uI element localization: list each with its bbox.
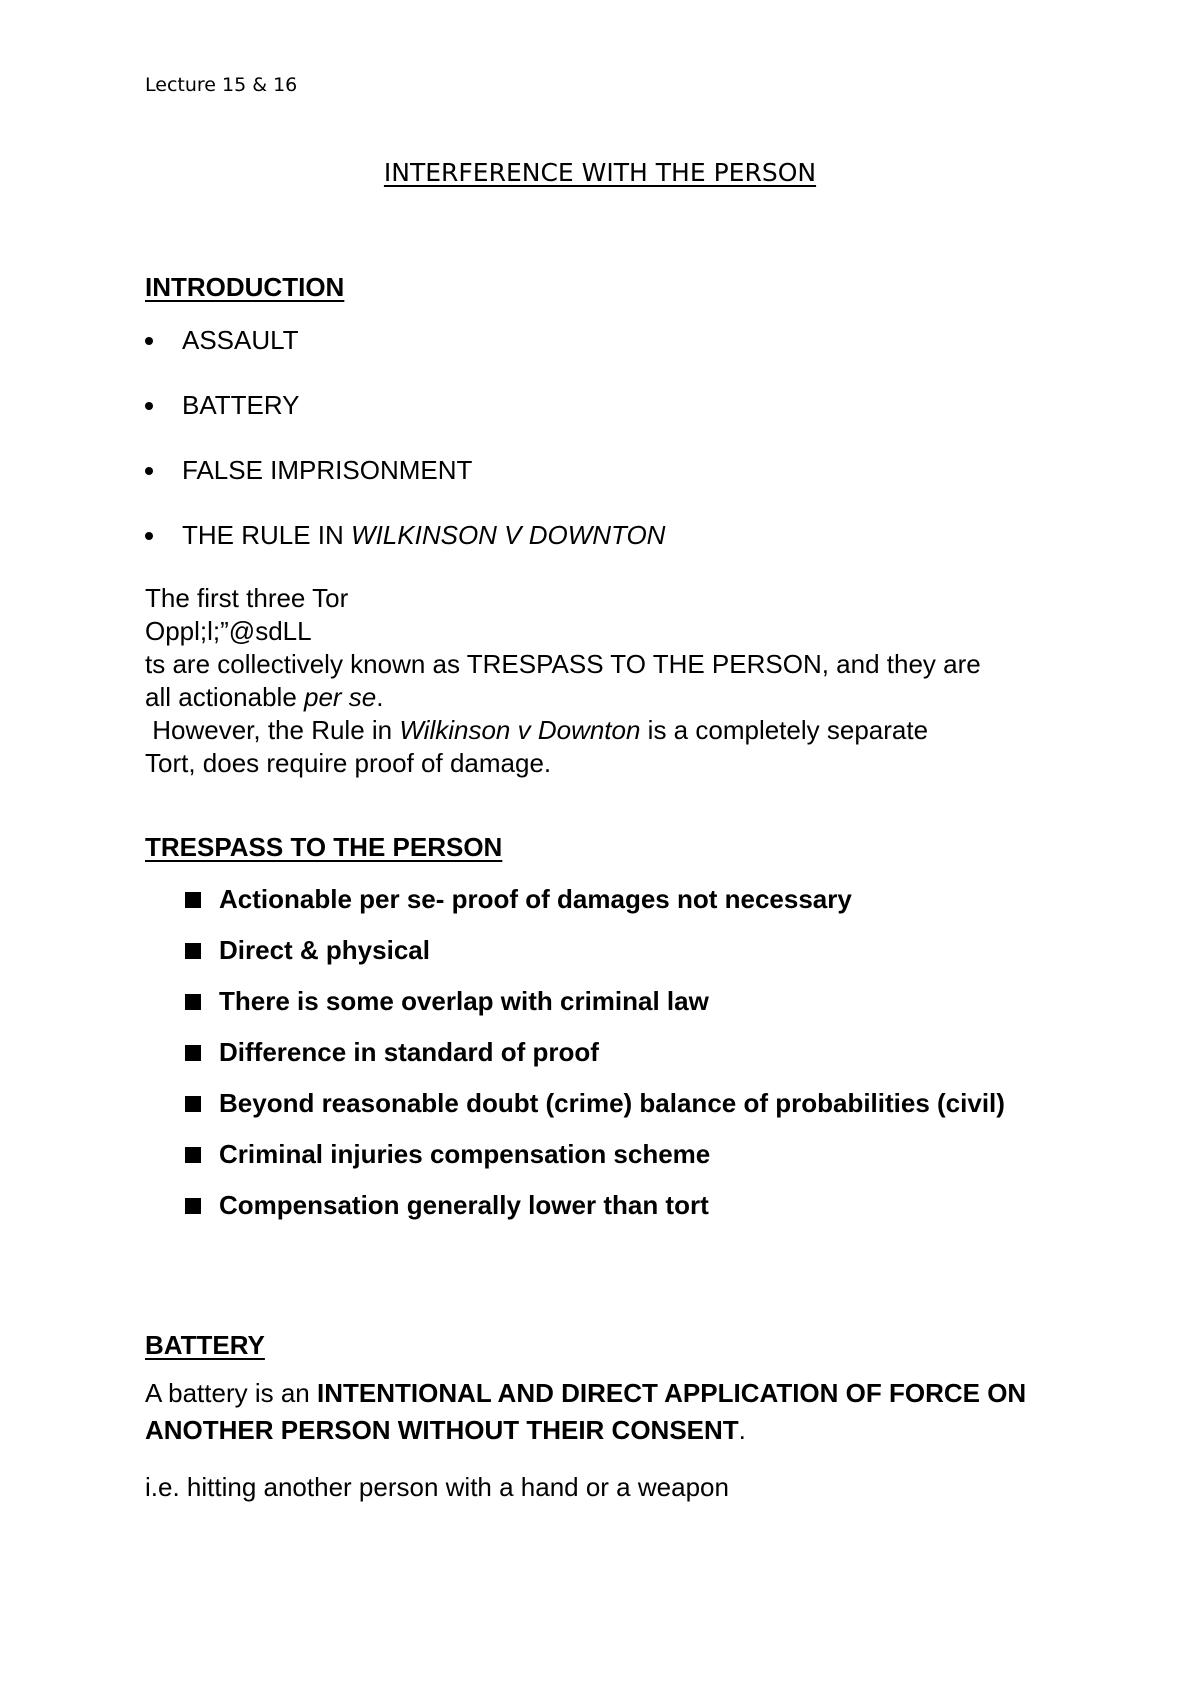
list-item: Direct & physical xyxy=(185,933,1065,968)
bullet-icon xyxy=(145,402,153,410)
list-item-text: THE RULE IN WILKINSON V DOWNTON xyxy=(182,520,666,550)
introduction-heading: INTRODUCTION xyxy=(145,272,345,302)
list-item-text: BATTERY xyxy=(182,390,300,420)
paragraph-line: The first three Tor xyxy=(145,583,349,613)
battery-definition: A battery is an INTENTIONAL AND DIRECT APPLICATION OF FORCE ON ANOTHER PERSON WITHOUT THEIR CONSENT. xyxy=(145,1378,1027,1445)
square-bullet-icon xyxy=(185,1147,201,1163)
latin-term: per se xyxy=(304,682,377,712)
bullet-icon xyxy=(145,467,153,475)
bullet-icon xyxy=(145,337,153,345)
definition-emphasis: INTENTIONAL AND DIRECT APPLICATION OF FORCE ON ANOTHER PERSON WITHOUT THEIR CONSENT xyxy=(145,1378,1027,1445)
list-item: Criminal injuries compensation scheme xyxy=(185,1137,1065,1172)
battery-example: i.e. hitting another person with a hand or a weapon xyxy=(145,1472,729,1502)
list-item: There is some overlap with criminal law xyxy=(185,984,1065,1019)
list-item-text: ASSAULT xyxy=(182,325,299,355)
paragraph-line: all actionable per se. xyxy=(145,682,384,712)
document-title: INTERFERENCE WITH THE PERSON xyxy=(383,158,817,187)
square-bullet-icon xyxy=(185,1096,201,1112)
list-item: Actionable per se- proof of damages not necessary xyxy=(185,882,1065,917)
square-bullet-icon xyxy=(185,1198,201,1214)
paragraph-line: However, the Rule in Wilkinson v Downton is a completely separate xyxy=(145,715,929,745)
battery-heading: BATTERY xyxy=(145,1330,265,1360)
list-item: Compensation generally lower than tort xyxy=(185,1188,1065,1223)
paragraph-line: ts are collectively known as TRESPASS TO THE PERSON, and they are xyxy=(145,649,981,679)
trespass-heading: TRESPASS TO THE PERSON xyxy=(145,832,503,862)
list-item-text: FALSE IMPRISONMENT xyxy=(182,455,473,485)
square-bullet-icon xyxy=(185,943,201,959)
bullet-icon xyxy=(145,532,153,540)
page-header: Lecture 15 & 16 xyxy=(145,74,298,96)
paragraph-line: Tort, does require proof of damage. xyxy=(145,748,552,778)
paragraph-line: Oppl;l;”@sdLL xyxy=(145,616,312,646)
introduction-paragraph xyxy=(145,582,1075,780)
list-item: Beyond reasonable doubt (crime) balance of probabilities (civil) xyxy=(185,1086,1065,1121)
list-item: Difference in standard of proof xyxy=(185,1035,1065,1070)
square-bullet-icon xyxy=(185,1045,201,1061)
case-name: WILKINSON V DOWNTON xyxy=(351,520,666,550)
case-name: Wilkinson v Downton xyxy=(399,715,641,745)
square-bullet-icon xyxy=(185,994,201,1010)
square-bullet-icon xyxy=(185,892,201,908)
trespass-list xyxy=(185,882,1065,1239)
